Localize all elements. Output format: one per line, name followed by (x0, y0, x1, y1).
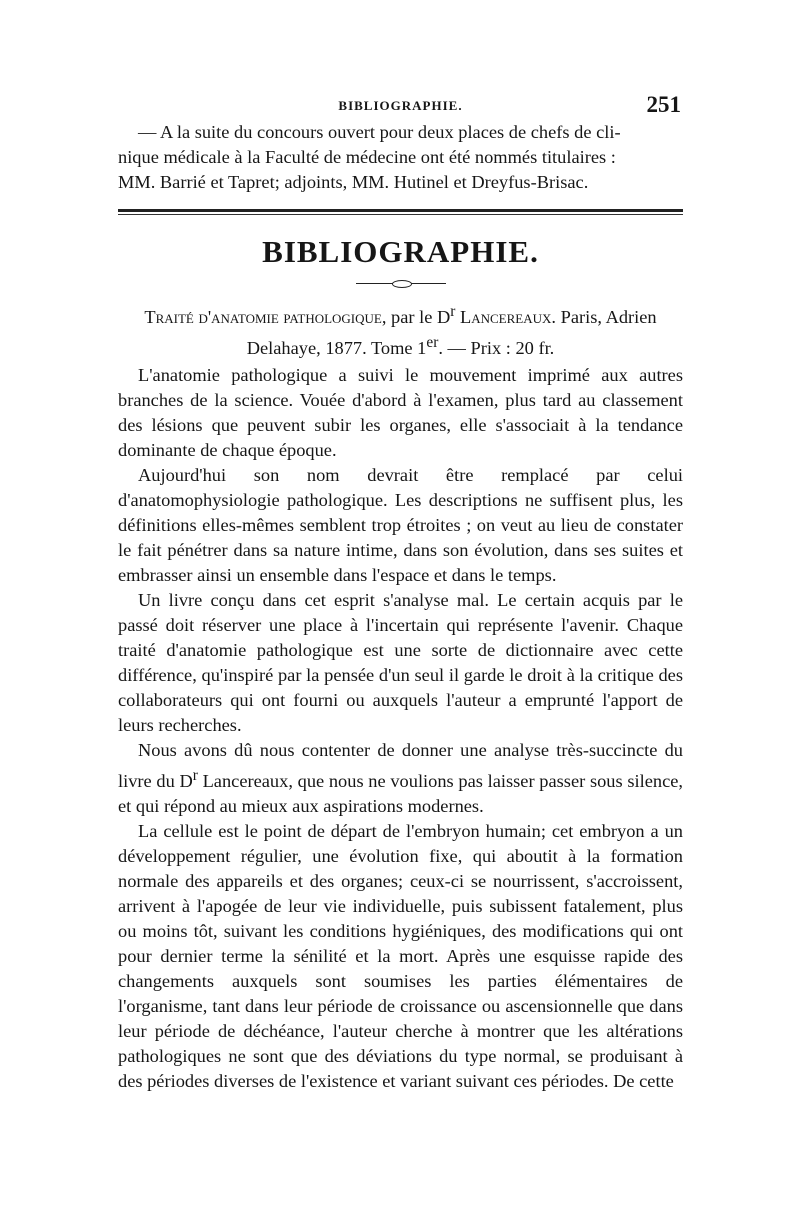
body-paragraph: L'anatomie pathologique a suivi le mouvement imprimé aux autres branches de la science. Vouée d'abord à l'examen, plus tard au classement des lésions que peuvent subir les organes, elle s'associait à la tendance dominante de chaque époque. (118, 365, 683, 461)
notice-paragraph (118, 120, 683, 195)
page-number: 251 (646, 92, 681, 117)
by-text: , par le D (381, 307, 451, 328)
body-paragraph (118, 738, 683, 819)
notice-line: nique médicale à la Faculté de médecine ont été nommés titulaires : (118, 147, 616, 167)
running-title: BIBLIOGRAPHIE. (338, 98, 463, 113)
section-title: BIBLIOGRAPHIE. (262, 234, 539, 269)
para4-text-b: Lancereaux, que nous ne voulions pas laisser passer sous silence, et qui répond au mieux aux aspirations modernes. (118, 771, 683, 817)
ornament-center (392, 280, 412, 288)
para4-text-a: Nous avons dû nous contenter de donner une analyse très-succincte du livre du D (118, 740, 683, 792)
publisher-text: . Paris, Adrien (551, 307, 657, 328)
review-body (118, 363, 683, 1094)
book-page (118, 90, 683, 1094)
book-title: Traité d'anatomie pathologique (144, 307, 382, 328)
double-rule (118, 209, 683, 215)
edition-text: Delahaye, 1877. Tome 1 (246, 338, 427, 359)
notice-line: — A la suite du concours ouvert pour deux places de chefs de cli- (138, 122, 621, 142)
price-text: . — Prix : 20 fr. (438, 338, 555, 359)
author-name: Lancereaux (455, 307, 552, 328)
tome-sup: er (426, 334, 439, 352)
review-heading-line-1 (118, 299, 683, 330)
review-heading-line-2 (118, 330, 683, 361)
notice-line: MM. Barrié et Tapret; adjoints, MM. Hutinel et Dreyfus-Brisac. (118, 172, 589, 192)
body-paragraph: La cellule est le point de départ de l'embryon humain; cet embryon a un développement régulier, une évolution fixe, qui aboutit à la formation normale des appareils et des organes; ceux-ci se nourrissent, s'accroissent, arrivent à l'apogée de leur vie individuelle, puis subissent fatalement, plus ou moins tôt, suivant les conditions hygiéniques, des modifications qui ont pour dernier terme la sénilité et la mort. Après une esquisse rapide des changements auxquels sont soumises les parties élémentaires de l'organisme, tant dans leur période de croissance ou ascensionnelle que dans leur période de déchéance, l'auteur cherche à montrer que les altérations pathologiques ne sont que des déviations du type normal, se produisant à des périodes diverses de l'existence et variant suivant ces périodes. De cette (118, 821, 683, 1092)
doctor-sup: r (450, 303, 456, 320)
body-paragraph: Aujourd'hui son nom devrait être remplacé par celui d'anatomophysiologie pathologique. Les descriptions ne suffisent plus, les définitions elles-mêmes semblent trop étroites ; on veut au lieu de constater le fait pénétrer dans sa nature intime, dans son évolution, dans ses suites et embrasser ainsi un ensemble dans l'espace et dans le temps. (118, 465, 683, 586)
doctor-sup: r (192, 767, 198, 785)
review-heading (118, 299, 683, 361)
running-head (118, 90, 683, 120)
ornament-divider (356, 280, 446, 288)
body-paragraph: Un livre conçu dans cet esprit s'analyse mal. Le certain acquis par le passé doit réserver une place à l'incertain qui représente l'avenir. Chaque traité d'anatomie pathologique est une sorte de dictionnaire avec cette différence, qu'inspiré par la pensée d'un seul il garde le droit à la critique des collaborateurs qui ont fourni ou auxquels l'auteur a emprunté l'apport de leurs recherches. (118, 590, 683, 736)
